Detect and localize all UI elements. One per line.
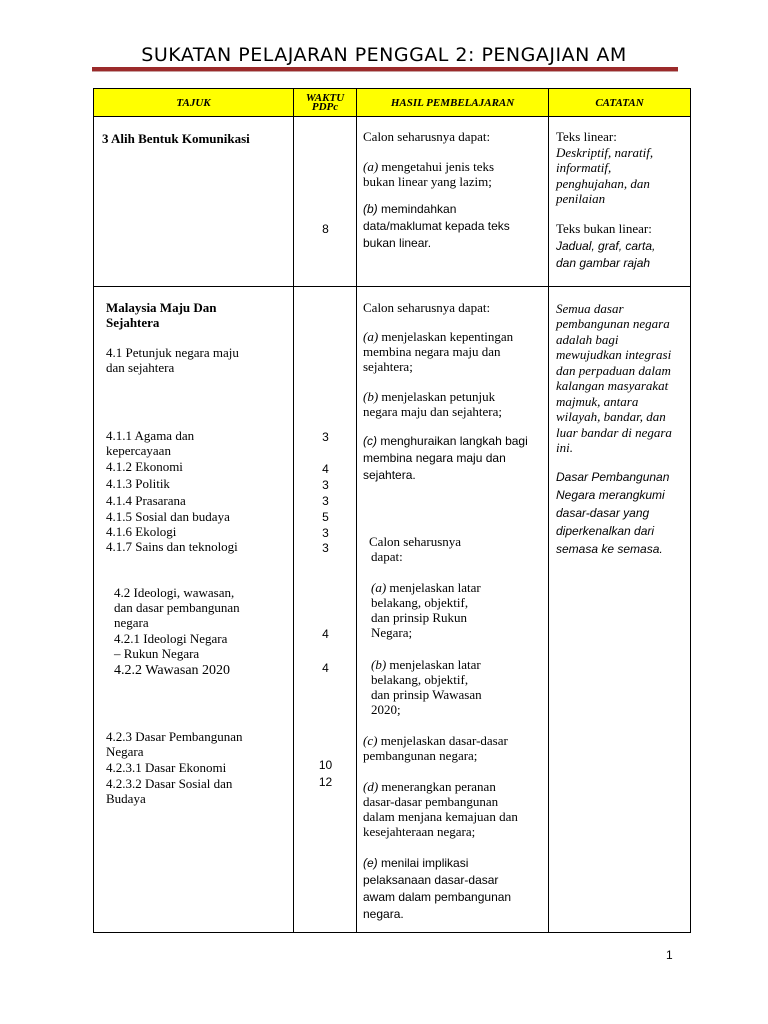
outcome-a: (a) menjelaskan kepentingan xyxy=(363,329,514,344)
table-row: Malaysia Maju Dan Sejahtera 4.1 Petunjuk negara maju dan sejahtera 4.1.1 Agama dan kepercayaan 4.1.2 Ekonomi 4.1.3 Politik 4.1.4 Prasarana 4.1.5 Sosial dan budaya 4.1.6 Ekologi 4.1.7 Sains dan teknologi 4.2 Ideologi, wawasan, dan dasar pembangunan negara 4.2.1 Ideologi Negara – Rukun Negara 4.2.2 Wawasan 2020 4.2.3 Dasar Pembangunan Negara 4.2.3.1 Dasar Ekonomi 4.2.3.2 Dasar Sosial dan Budaya 3 4 3 3 5 3 3 4 4 10 12 Calon seharusnya dapat: (a) menjelaskan kepentingan membina negara maju dan sejahtera; (b) menjelaskan petunjuk negara maju dan sejahtera; (c) menghuraikan langkah bagi membina negara maju dan sejahtera. Calon seharusnya dapat: (a) menjelaskan latar belakang, objektif, dan prinsip Rukun Negara; (b) menjelaskan latar belakang, objektif, dan prinsip Wawasan 2020; (c) menjelaskan dasar-dasar pembangunan negara; (d) menerangkan peranan dasar-dasar pembangunan dalam menjana kemajuan dan kesejahteraan negara; (e) menilai implikasi pelaksanaan dasar-dasar awam dalam pembangunan negara. Semua dasar pembangunan negara adalah bagi mewujudkan integrasi dan perpaduan dalam kalangan masyarakat majmuk, antara wilayah, bandar, dan luar bandar di negara ini. Dasar Pembangunan Negara merangkumi dasar-dasar yang diperkenalkan dari semasa ke semasa. xyxy=(94,287,691,933)
row1-note-nonlinear-label: Teks bukan linear: xyxy=(556,221,652,236)
page-title: SUKATAN PELAJARAN PENGGAL 2: PENGAJIAN AM xyxy=(141,44,627,66)
row1-outcome-a: (a) mengetahui jenis teks xyxy=(363,159,495,174)
header-pdpc-label: PDPc xyxy=(311,100,339,113)
hours-value: 12 xyxy=(318,775,333,789)
row1-topic: 3 Alih Bentuk Komunikasi xyxy=(102,131,250,146)
row1-hours: 8 xyxy=(322,222,329,236)
outcome-c: (c) menghuraikan langkah bagi xyxy=(363,434,528,448)
outcome-d: (d) menerangkan peranan xyxy=(363,779,496,794)
hours-value: 3 xyxy=(322,494,329,508)
table-row: 3 Alih Bentuk Komunikasi 8 Calon seharusnya dapat: (a) mengetahui jenis teks bukan linear yang lazim; (b) memindahkan data/maklumat kepada teks bukan linear. Teks linear: Deskriptif, naratif, informatif, penghujahan, dan penilaian Teks bukan linear: Jadual, graf, carta, dan gambar rajah xyxy=(94,117,691,287)
header-tajuk: TAJUK xyxy=(94,89,294,117)
header-waktu xyxy=(294,89,357,117)
outcome-a2: (a) menjelaskan latar xyxy=(371,580,481,595)
hours-value: 3 xyxy=(322,430,329,444)
hours-value: 3 xyxy=(322,541,329,555)
header-row xyxy=(94,89,691,117)
header-catatan: CATATAN xyxy=(549,89,691,117)
hours-value: 4 xyxy=(322,627,329,641)
hours-value: 5 xyxy=(322,510,329,524)
row1-note-linear-label: Teks linear: xyxy=(556,129,617,144)
hours-value: 3 xyxy=(322,478,329,492)
hours-value: 4 xyxy=(322,661,329,675)
title-underline xyxy=(92,67,678,71)
header-hasil: HASIL PEMBELAJARAN xyxy=(357,89,549,117)
outcome-b2: (b) menjelaskan latar xyxy=(371,657,481,672)
outcome-b: (b) menjelaskan petunjuk xyxy=(363,389,496,404)
hours-value: 3 xyxy=(322,526,329,540)
hours-value: 10 xyxy=(318,758,333,772)
hours-value: 4 xyxy=(322,462,329,476)
header-waktu-label: WAKTU xyxy=(305,91,345,104)
row2-heading: Malaysia Maju Dan xyxy=(106,300,217,315)
syllabus-table xyxy=(93,88,691,933)
outcome-c2: (c) menjelaskan dasar-dasar xyxy=(363,733,508,748)
row1-intro: Calon seharusnya dapat: xyxy=(363,129,491,144)
outcome-e: (e) menilai implikasi xyxy=(363,856,469,870)
page-number: 1 xyxy=(666,948,673,962)
row1-outcome-b: (b) memindahkan xyxy=(363,202,457,216)
